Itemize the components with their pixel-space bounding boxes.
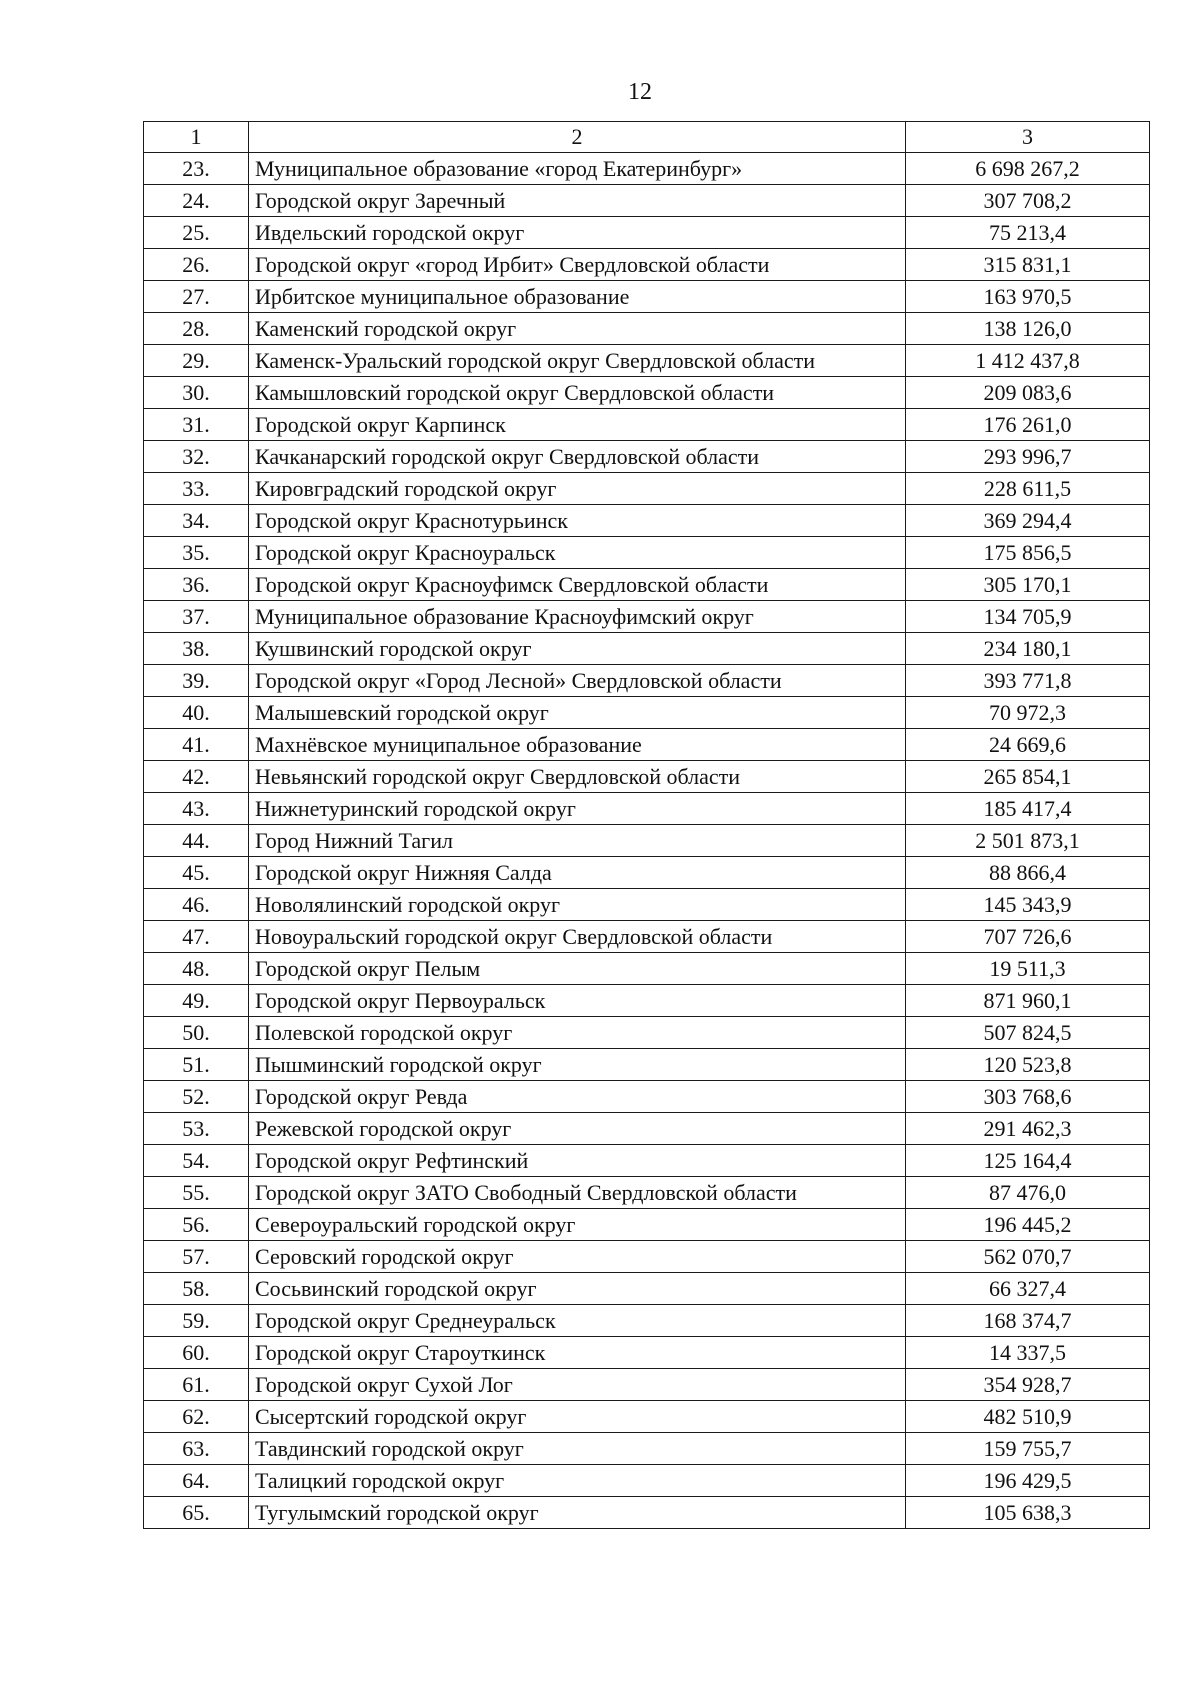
- table-row: [144, 1017, 1150, 1049]
- table-row: [144, 1145, 1150, 1177]
- amount-value: 66 327,4: [906, 1273, 1150, 1305]
- amount-value: 196 445,2: [906, 1209, 1150, 1241]
- table-row: [144, 1433, 1150, 1465]
- amount-value: 234 180,1: [906, 633, 1150, 665]
- amount-value: 75 213,4: [906, 217, 1150, 249]
- row-number: 52.: [144, 1081, 249, 1113]
- amount-value: 120 523,8: [906, 1049, 1150, 1081]
- municipality-name: Городской округ Карпинск: [249, 409, 906, 441]
- municipality-name: Талицкий городской округ: [249, 1465, 906, 1497]
- row-number: 38.: [144, 633, 249, 665]
- table-row: [144, 793, 1150, 825]
- table-row: [144, 505, 1150, 537]
- municipality-name: Городской округ Рефтинский: [249, 1145, 906, 1177]
- amount-value: 354 928,7: [906, 1369, 1150, 1401]
- table-row: [144, 313, 1150, 345]
- row-number: 45.: [144, 857, 249, 889]
- amount-value: 305 170,1: [906, 569, 1150, 601]
- row-number: 62.: [144, 1401, 249, 1433]
- row-number: 49.: [144, 985, 249, 1017]
- municipality-name: Городской округ Первоуральск: [249, 985, 906, 1017]
- row-number: 61.: [144, 1369, 249, 1401]
- amount-value: 209 083,6: [906, 377, 1150, 409]
- amount-value: 293 996,7: [906, 441, 1150, 473]
- table-row: [144, 857, 1150, 889]
- municipality-name: Режевской городской округ: [249, 1113, 906, 1145]
- municipality-name: Городской округ Ревда: [249, 1081, 906, 1113]
- amount-value: 70 972,3: [906, 697, 1150, 729]
- table-row: [144, 1337, 1150, 1369]
- municipality-name: Муниципальное образование Красноуфимский округ: [249, 601, 906, 633]
- amount-value: 1 412 437,8: [906, 345, 1150, 377]
- table-row: [144, 1497, 1150, 1529]
- amount-value: 303 768,6: [906, 1081, 1150, 1113]
- row-number: 25.: [144, 217, 249, 249]
- municipality-name: Ирбитское муниципальное образование: [249, 281, 906, 313]
- table-row: [144, 985, 1150, 1017]
- amount-value: 369 294,4: [906, 505, 1150, 537]
- row-number: 33.: [144, 473, 249, 505]
- municipality-name: Городской округ «город Ирбит» Свердловской области: [249, 249, 906, 281]
- row-number: 27.: [144, 281, 249, 313]
- amount-value: 105 638,3: [906, 1497, 1150, 1529]
- municipality-name: Новолялинский городской округ: [249, 889, 906, 921]
- row-number: 36.: [144, 569, 249, 601]
- amount-value: 19 511,3: [906, 953, 1150, 985]
- row-number: 58.: [144, 1273, 249, 1305]
- amount-value: 393 771,8: [906, 665, 1150, 697]
- municipality-name: Городской округ Красноуральск: [249, 537, 906, 569]
- table-row: [144, 185, 1150, 217]
- row-number: 48.: [144, 953, 249, 985]
- row-number: 43.: [144, 793, 249, 825]
- amount-value: 175 856,5: [906, 537, 1150, 569]
- municipality-name: Городской округ Заречный: [249, 185, 906, 217]
- municipality-name: Тавдинский городской округ: [249, 1433, 906, 1465]
- amount-value: 138 126,0: [906, 313, 1150, 345]
- row-number: 24.: [144, 185, 249, 217]
- municipality-name: Городской округ Красноуфимск Свердловской области: [249, 569, 906, 601]
- table-row: [144, 1049, 1150, 1081]
- row-number: 34.: [144, 505, 249, 537]
- row-number: 46.: [144, 889, 249, 921]
- municipality-name: Городской округ Нижняя Салда: [249, 857, 906, 889]
- row-number: 23.: [144, 153, 249, 185]
- header-col-3: 3: [906, 122, 1150, 153]
- amount-value: 163 970,5: [906, 281, 1150, 313]
- row-number: 29.: [144, 345, 249, 377]
- header-col-2: 2: [249, 122, 906, 153]
- amount-value: 134 705,9: [906, 601, 1150, 633]
- table-row: [144, 345, 1150, 377]
- municipality-name: Городской округ «Город Лесной» Свердловской области: [249, 665, 906, 697]
- row-number: 59.: [144, 1305, 249, 1337]
- amount-value: 24 669,6: [906, 729, 1150, 761]
- municipality-name: Городской округ Сухой Лог: [249, 1369, 906, 1401]
- municipality-name: Городской округ Краснотурьинск: [249, 505, 906, 537]
- row-number: 63.: [144, 1433, 249, 1465]
- table-row: [144, 889, 1150, 921]
- municipality-name: Кушвинский городской округ: [249, 633, 906, 665]
- table-row: [144, 761, 1150, 793]
- municipalities-table: [143, 121, 1150, 1529]
- municipality-name: Качканарский городской округ Свердловской области: [249, 441, 906, 473]
- table-row: [144, 409, 1150, 441]
- table-row: [144, 473, 1150, 505]
- amount-value: 196 429,5: [906, 1465, 1150, 1497]
- table-body: [144, 153, 1150, 1529]
- row-number: 31.: [144, 409, 249, 441]
- municipality-name: Полевской городской округ: [249, 1017, 906, 1049]
- municipality-name: Новоуральский городской округ Свердловской области: [249, 921, 906, 953]
- amount-value: 168 374,7: [906, 1305, 1150, 1337]
- table-row: [144, 1401, 1150, 1433]
- row-number: 57.: [144, 1241, 249, 1273]
- amount-value: 562 070,7: [906, 1241, 1150, 1273]
- table-row: [144, 633, 1150, 665]
- table-row: [144, 441, 1150, 473]
- row-number: 42.: [144, 761, 249, 793]
- amount-value: 185 417,4: [906, 793, 1150, 825]
- municipality-name: Тугулымский городской округ: [249, 1497, 906, 1529]
- table-row: [144, 1369, 1150, 1401]
- municipality-name: Невьянский городской округ Свердловской области: [249, 761, 906, 793]
- amount-value: 159 755,7: [906, 1433, 1150, 1465]
- municipality-name: Махнёвское муниципальное образование: [249, 729, 906, 761]
- municipality-name: Нижнетуринский городской округ: [249, 793, 906, 825]
- municipality-name: Кировградский городской округ: [249, 473, 906, 505]
- municipality-name: Городской округ Среднеуральск: [249, 1305, 906, 1337]
- row-number: 26.: [144, 249, 249, 281]
- municipality-name: Сосьвинский городской округ: [249, 1273, 906, 1305]
- table-row: [144, 601, 1150, 633]
- municipality-name: Город Нижний Тагил: [249, 825, 906, 857]
- table-row: [144, 1081, 1150, 1113]
- table-row: [144, 1305, 1150, 1337]
- row-number: 37.: [144, 601, 249, 633]
- amount-value: 291 462,3: [906, 1113, 1150, 1145]
- municipality-name: Камышловский городской округ Свердловской области: [249, 377, 906, 409]
- municipality-name: Сысертский городской округ: [249, 1401, 906, 1433]
- municipality-name: Городской округ ЗАТО Свободный Свердловской области: [249, 1177, 906, 1209]
- table-row: [144, 1177, 1150, 1209]
- header-row: [144, 122, 1150, 153]
- row-number: 53.: [144, 1113, 249, 1145]
- amount-value: 871 960,1: [906, 985, 1150, 1017]
- amount-value: 14 337,5: [906, 1337, 1150, 1369]
- table-row: [144, 377, 1150, 409]
- municipality-name: Городской округ Пелым: [249, 953, 906, 985]
- table-row: [144, 729, 1150, 761]
- amount-value: 315 831,1: [906, 249, 1150, 281]
- table-header: [144, 122, 1150, 153]
- row-number: 35.: [144, 537, 249, 569]
- row-number: 64.: [144, 1465, 249, 1497]
- row-number: 28.: [144, 313, 249, 345]
- table-row: [144, 825, 1150, 857]
- amount-value: 482 510,9: [906, 1401, 1150, 1433]
- municipality-name: Городской округ Староуткинск: [249, 1337, 906, 1369]
- amount-value: 88 866,4: [906, 857, 1150, 889]
- table-row: [144, 153, 1150, 185]
- row-number: 40.: [144, 697, 249, 729]
- table-row: [144, 1209, 1150, 1241]
- table-row: [144, 217, 1150, 249]
- municipality-name: Муниципальное образование «город Екатеринбург»: [249, 153, 906, 185]
- amount-value: 507 824,5: [906, 1017, 1150, 1049]
- table-row: [144, 697, 1150, 729]
- municipality-name: Пышминский городской округ: [249, 1049, 906, 1081]
- municipality-name: Ивдельский городской округ: [249, 217, 906, 249]
- table-row: [144, 569, 1150, 601]
- municipality-name: Серовский городской округ: [249, 1241, 906, 1273]
- row-number: 51.: [144, 1049, 249, 1081]
- table-row: [144, 1113, 1150, 1145]
- header-col-1: 1: [144, 122, 249, 153]
- row-number: 39.: [144, 665, 249, 697]
- row-number: 54.: [144, 1145, 249, 1177]
- table-row: [144, 537, 1150, 569]
- amount-value: 2 501 873,1: [906, 825, 1150, 857]
- row-number: 41.: [144, 729, 249, 761]
- amount-value: 6 698 267,2: [906, 153, 1150, 185]
- table-row: [144, 1241, 1150, 1273]
- amount-value: 228 611,5: [906, 473, 1150, 505]
- row-number: 50.: [144, 1017, 249, 1049]
- amount-value: 265 854,1: [906, 761, 1150, 793]
- row-number: 44.: [144, 825, 249, 857]
- table-row: [144, 1273, 1150, 1305]
- row-number: 47.: [144, 921, 249, 953]
- row-number: 30.: [144, 377, 249, 409]
- municipality-name: Малышевский городской округ: [249, 697, 906, 729]
- municipality-name: Каменск-Уральский городской округ Свердловской области: [249, 345, 906, 377]
- municipality-name: Североуральский городской округ: [249, 1209, 906, 1241]
- amount-value: 87 476,0: [906, 1177, 1150, 1209]
- amount-value: 307 708,2: [906, 185, 1150, 217]
- table-row: [144, 249, 1150, 281]
- amount-value: 176 261,0: [906, 409, 1150, 441]
- amount-value: 125 164,4: [906, 1145, 1150, 1177]
- row-number: 65.: [144, 1497, 249, 1529]
- page-number: 12: [628, 79, 652, 105]
- table-row: [144, 281, 1150, 313]
- row-number: 32.: [144, 441, 249, 473]
- row-number: 55.: [144, 1177, 249, 1209]
- table-row: [144, 953, 1150, 985]
- municipality-name: Каменский городской округ: [249, 313, 906, 345]
- table-row: [144, 921, 1150, 953]
- table-row: [144, 665, 1150, 697]
- row-number: 56.: [144, 1209, 249, 1241]
- row-number: 60.: [144, 1337, 249, 1369]
- amount-value: 145 343,9: [906, 889, 1150, 921]
- amount-value: 707 726,6: [906, 921, 1150, 953]
- table-row: [144, 1465, 1150, 1497]
